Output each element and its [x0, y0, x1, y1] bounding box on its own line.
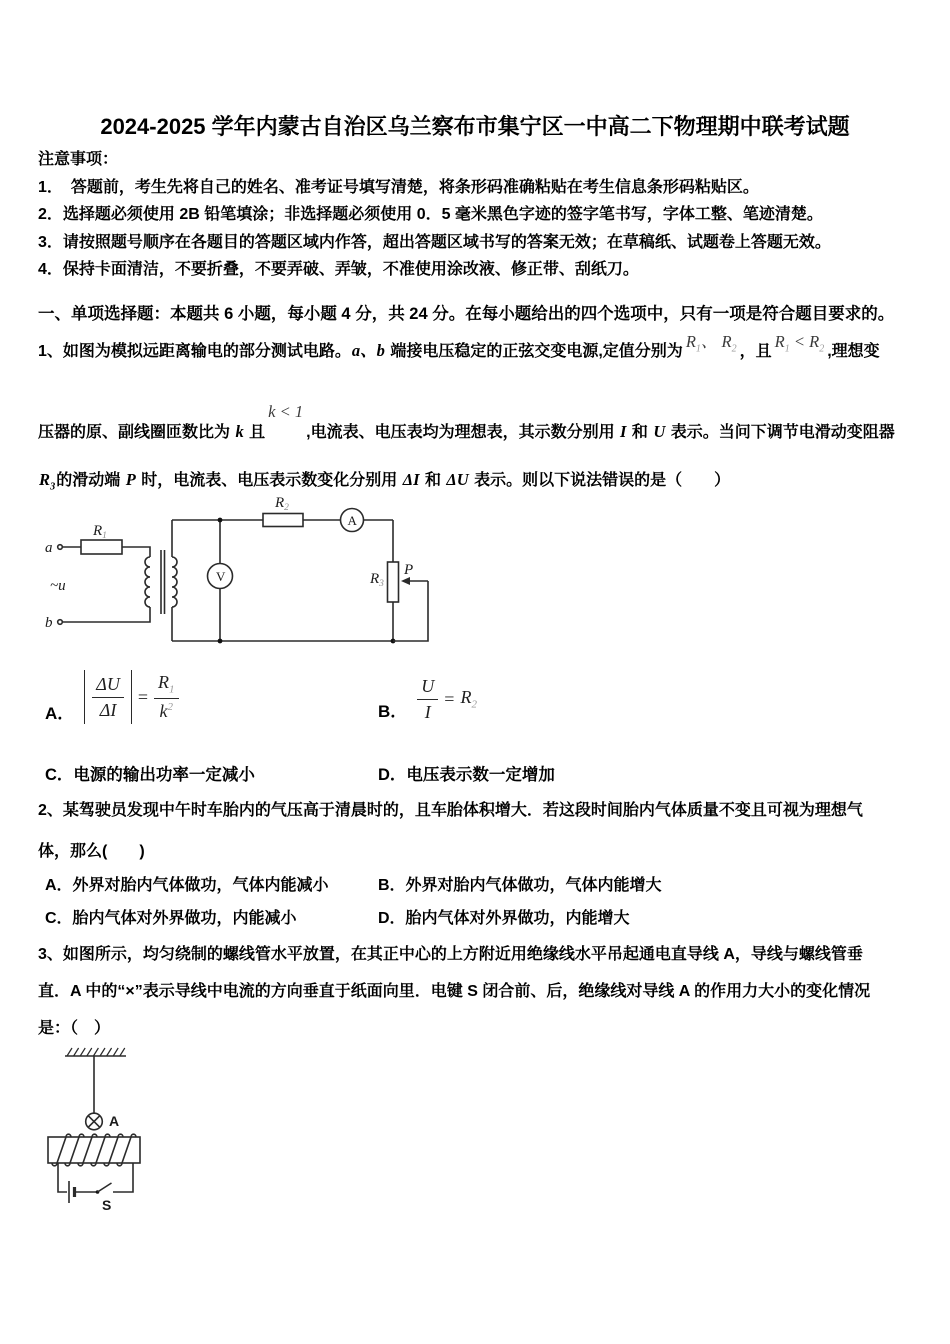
- q3-solenoid-figure: [40, 1042, 180, 1227]
- resistor-r1: [81, 540, 122, 554]
- label-a: a: [45, 540, 53, 556]
- q1-text: 压器的原、副线圈匝数比为: [38, 424, 235, 441]
- transmission-circuit-diagram: [40, 495, 480, 655]
- math-r1-r2: $R_1$、 $R_2$: [685, 332, 737, 355]
- math-k-lt-1: k < 1: [268, 402, 304, 421]
- q1-text: 和: [627, 424, 653, 441]
- math-r1-lt-r2: $R_1 < R_2$: [774, 332, 825, 355]
- label-wire-a: A: [109, 1113, 120, 1129]
- q2-option-b: B．外界对胎内气体做功，气体内能增大: [378, 877, 662, 894]
- note-line-4: 4．保持卡面清洁，不要折叠，不要弄破、弄皱，不准使用涂改液、修正带、刮纸刀。: [38, 261, 639, 278]
- q1-text: 和: [420, 472, 446, 489]
- var-u: U: [653, 422, 666, 441]
- notes-header: 注意事项：: [38, 151, 119, 168]
- q1-option-b-label: B．: [378, 702, 408, 722]
- q1-circuit-figure: [40, 495, 480, 655]
- var-p: P: [125, 470, 136, 489]
- question-2-line-1: 2、某驾驶员发现中午时车胎内的气压高于清晨时的，且车胎体积增大．若这段时间胎内气体质量不变且可视为理想气: [38, 802, 863, 819]
- question-1-line-3: [38, 467, 730, 492]
- var-delta-u: ΔU: [446, 470, 469, 489]
- notice-section: [38, 146, 831, 284]
- q1-text: ，且: [739, 343, 772, 360]
- var-i: I: [620, 422, 627, 441]
- label-b: b: [45, 615, 53, 631]
- solenoid-diagram: [40, 1042, 180, 1227]
- note-line-1: 1． 答题前，考生先将自己的姓名、准考证号填写清楚，将条形码准确粘贴在考生信息条形码粘贴区。: [38, 178, 759, 196]
- q2-option-c: C．胎内气体对外界做功，内能减小: [45, 910, 297, 927]
- terminal-a: [58, 545, 63, 550]
- voltmeter-letter: V: [216, 569, 226, 584]
- q1-option-b-formula: $\frac{U}{I}$ = $R_2$: [417, 676, 477, 722]
- question-1-line-2: [38, 402, 895, 442]
- ammeter-letter: A: [347, 513, 357, 528]
- q2-option-a: A．外界对胎内气体做功，气体内能减小: [45, 877, 329, 894]
- q1-text: ,电流表、电压表均为理想表，其示数分别用: [306, 424, 620, 441]
- q1-option-a: [45, 670, 179, 724]
- question-3-line-3: 是：（ ）: [38, 1020, 111, 1037]
- question-3-line-2: 直．A 中的“×”表示导线中电流的方向垂直于纸面向里．电键 S 闭合前、后，绝缘线对导线 A 的作用力大小的变化情况: [38, 983, 871, 1000]
- q1-text: 表示。当问下调节电滑动变阻器: [666, 424, 895, 441]
- q1-option-b: [378, 676, 477, 722]
- var-ab: a、b: [351, 341, 385, 360]
- q1-text: 1、如图为模拟远距离输电的部分测试电路。: [38, 343, 351, 360]
- exam-title: 2024-2025 学年内蒙古自治区乌兰察布市集宁区一中高二下物理期中联考试题: [100, 114, 850, 139]
- switch-blade: [98, 1183, 112, 1192]
- label-switch-s: S: [102, 1197, 112, 1213]
- q1-text: 的滑动端: [56, 472, 125, 489]
- slider-arrow: [401, 577, 410, 585]
- label-r2: $R_2$: [275, 495, 289, 513]
- q1-option-d: D．电压表示数一定增加: [378, 766, 555, 784]
- label-u: ~u: [50, 578, 66, 594]
- var-delta-i: ΔI: [402, 470, 420, 489]
- q1-text: 且: [244, 424, 266, 441]
- question-3-line-1: 3、如图所示，均匀绕制的螺线管水平放置，在其正中心的上方附近用绝缘线水平吊起通电直导线 A，导线与螺线管垂: [38, 946, 863, 963]
- question-2-line-2: 体，那么( ): [38, 843, 145, 860]
- terminal-b: [58, 620, 63, 625]
- section-1-heading: 一、单项选择题：本题共 6 小题，每小题 4 分，共 24 分。在每小题给出的四个选项中，只有一项是符合题目要求的。: [38, 305, 895, 323]
- q1-text: 端接电压稳定的正弦交变电源,定值分别为: [385, 343, 683, 360]
- q1-option-a-formula: $\frac{\Delta U}{\Delta I}$ = $\frac{R_1}{k^2}$: [84, 670, 178, 724]
- secondary-coil: [172, 557, 177, 607]
- ceiling-hatching: [67, 1048, 125, 1056]
- note-line-3: 3．请按照题号顺序在各题目的答题区域内作答，超出答题区域书写的答案无效；在草稿纸、试题卷上答题无效。: [38, 233, 831, 251]
- q1-text: ,理想变: [827, 343, 880, 360]
- q1-option-a-label: A．: [45, 704, 75, 724]
- label-r1: $R_1$: [93, 523, 107, 541]
- label-r3: $R_3$: [370, 571, 384, 589]
- resistor-r2: [263, 514, 303, 527]
- primary-coil: [145, 557, 150, 607]
- rheostat-r3: [388, 562, 399, 602]
- q2-option-d: D．胎内气体对外界做功，内能增大: [378, 910, 630, 927]
- q1-text: 时，电流表、电压表示数变化分别用: [136, 472, 402, 489]
- q1-option-c: C．电源的输出功率一定减小: [45, 766, 255, 784]
- label-p: P: [404, 562, 414, 578]
- question-1-line-1: [38, 332, 880, 363]
- var-k: k: [235, 422, 244, 441]
- q1-text: 表示。则以下说法错误的是（ ）: [469, 472, 731, 489]
- note-line-2: 2．选择题必须使用 2B 铅笔填涂；非选择题必须使用 0．5 毫米黑色字迹的签字笔书写，字体工整、笔迹清楚。: [38, 206, 823, 223]
- var-r3: $R_3$: [39, 470, 56, 493]
